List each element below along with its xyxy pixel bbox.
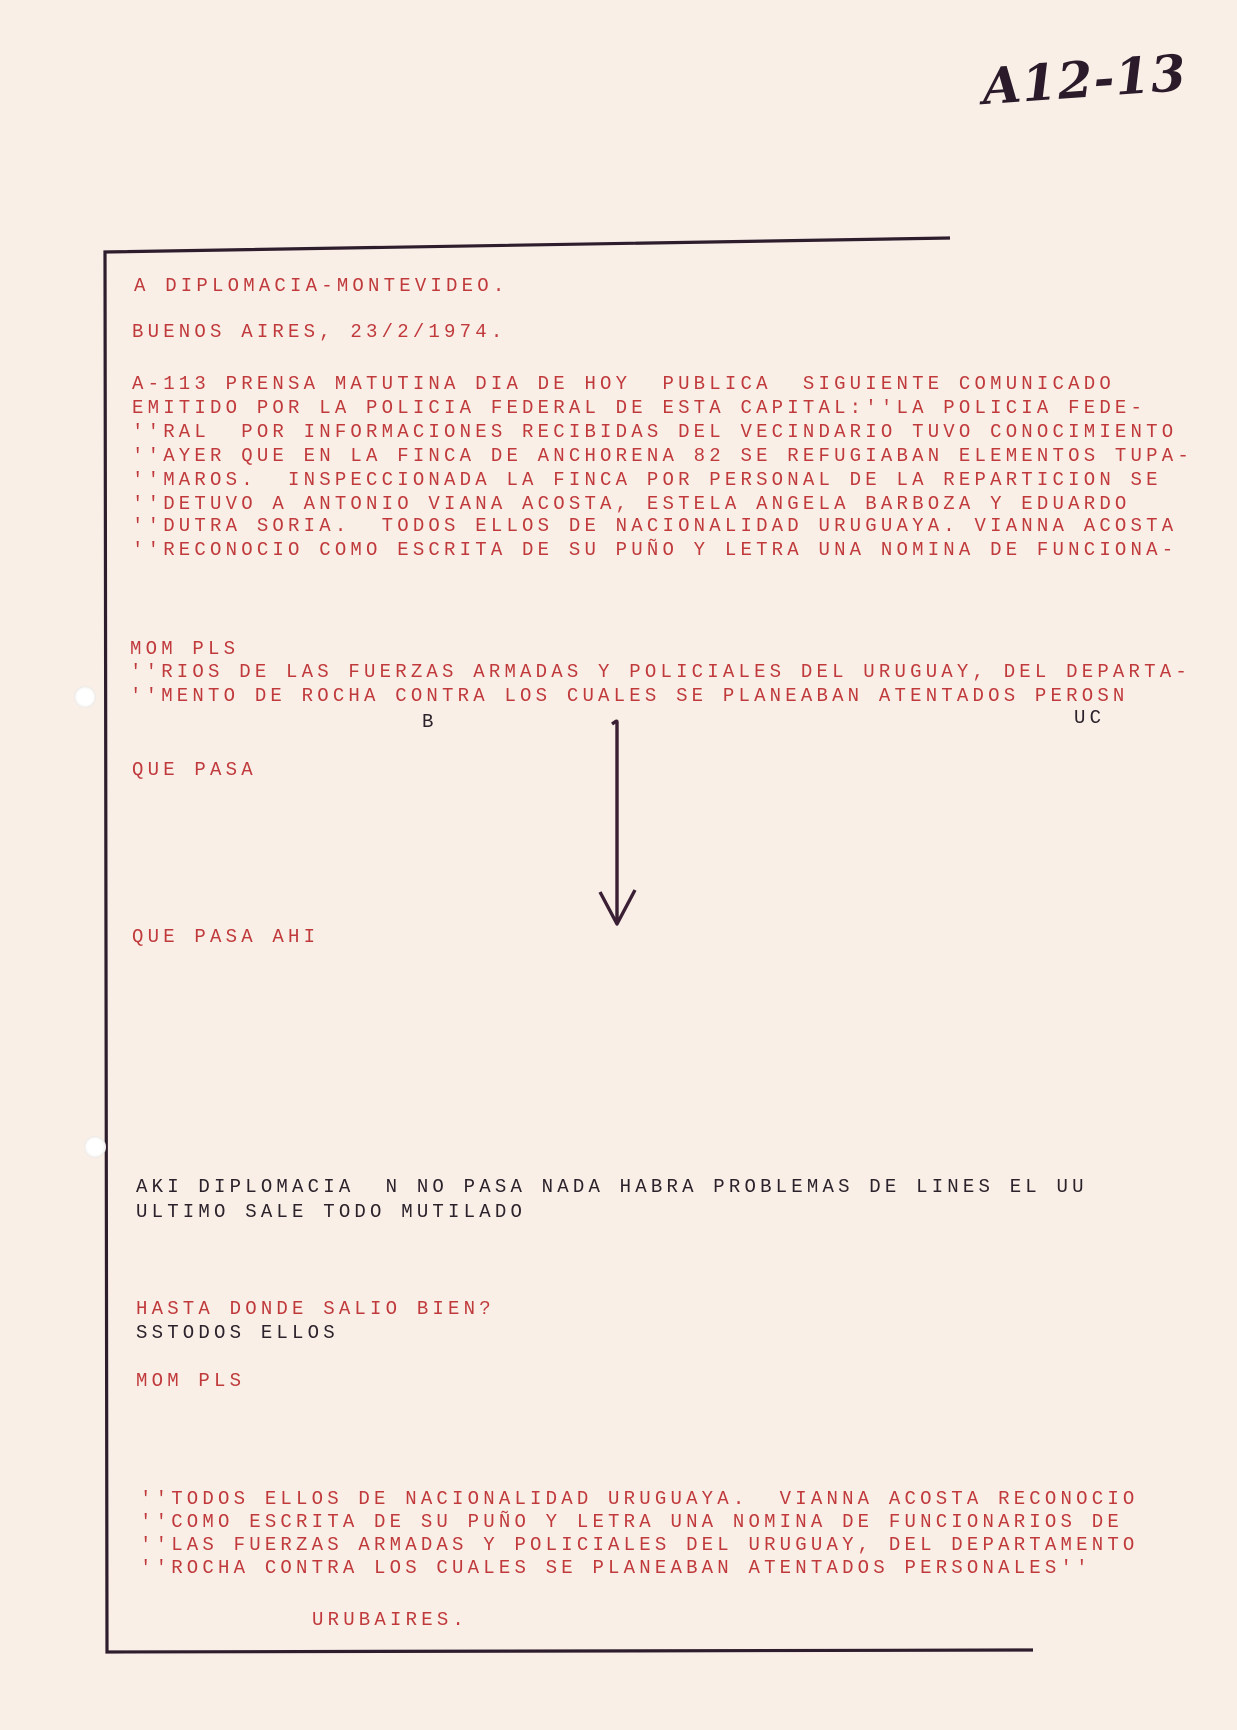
message-line: ''MAROS. INSPECCIONADA LA FINCA POR PERSONAL DE LA REPARTICION SE — [132, 469, 1162, 491]
handwritten-reference: A12-13 — [980, 42, 1189, 117]
stray-char-b: B — [422, 711, 438, 733]
mom-pls: MOM PLS — [130, 638, 240, 660]
resend-line: ''TODOS ELLOS DE NACIONALIDAD URUGUAYA. VIANNA ACOSTA RECONOCIO — [140, 1488, 1139, 1510]
message-line: ''RECONOCIO COMO ESCRITA DE SU PUÑO Y LETRA UNA NOMINA DE FUNCIONA- — [132, 539, 1178, 561]
answer: SSTODOS ELLOS — [136, 1322, 339, 1344]
continuation-line: ''MENTO DE ROCHA CONTRA LOS CUALES SE PLANEABAN ATENTADOS PEROSN — [130, 685, 1129, 707]
message-line: ''AYER QUE EN LA FINCA DE ANCHORENA 82 SE REFUGIABAN ELEMENTOS TUPA- — [132, 445, 1193, 467]
query-que-pasa: QUE PASA — [132, 759, 257, 781]
resend-line: ''ROCHA CONTRA LOS CUALES SE PLANEABAN ATENTADOS PERSONALES'' — [140, 1557, 1092, 1579]
signature: URUBAIRES. — [312, 1609, 469, 1631]
message-line: ''RAL POR INFORMACIONES RECIBIDAS DEL VECINDARIO TUVO CONOCIMIENTO — [132, 421, 1178, 443]
message-line: EMITIDO POR LA POLICIA FEDERAL DE ESTA CAPITAL:''LA POLICIA FEDE- — [132, 397, 1147, 419]
question: HASTA DONDE SALIO BIEN? — [136, 1298, 495, 1320]
punch-hole-top — [74, 686, 96, 708]
resend-line: ''COMO ESCRITA DE SU PUÑO Y LETRA UNA NOMINA DE FUNCIONARIOS DE — [140, 1511, 1123, 1533]
message-line: A-113 PRENSA MATUTINA DIA DE HOY PUBLICA SIGUIENTE COMUNICADO — [132, 373, 1115, 395]
continuation-line: ''RIOS DE LAS FUERZAS ARMADAS Y POLICIALES DEL URUGUAY, DEL DEPARTA- — [130, 661, 1191, 683]
reply-line: AKI DIPLOMACIA N NO PASA NADA HABRA PROBLEMAS DE LINES EL UU — [136, 1176, 1088, 1198]
message-line: ''DETUVO A ANTONIO VIANA ACOSTA, ESTELA ANGELA BARBOZA Y EDUARDO — [132, 493, 1131, 515]
punch-hole-bottom — [84, 1136, 106, 1158]
message-line: ''DUTRA SORIA. TODOS ELLOS DE NACIONALIDAD URUGUAYA. VIANNA ACOSTA — [132, 515, 1178, 537]
query-que-pasa-ahi: QUE PASA AHI — [132, 926, 320, 948]
reply-line: ULTIMO SALE TODO MUTILADO — [136, 1201, 527, 1223]
arrow-shaft — [612, 721, 617, 922]
place-date: BUENOS AIRES, 23/2/1974. — [132, 321, 507, 343]
addressee: A DIPLOMACIA-MONTEVIDEO. — [134, 275, 509, 297]
resend-line: ''LAS FUERZAS ARMADAS Y POLICIALES DEL URUGUAY, DEL DEPARTAMENTO — [140, 1534, 1139, 1556]
stray-char-uc: UC — [1074, 707, 1106, 729]
mom-pls-second: MOM PLS — [136, 1370, 246, 1392]
